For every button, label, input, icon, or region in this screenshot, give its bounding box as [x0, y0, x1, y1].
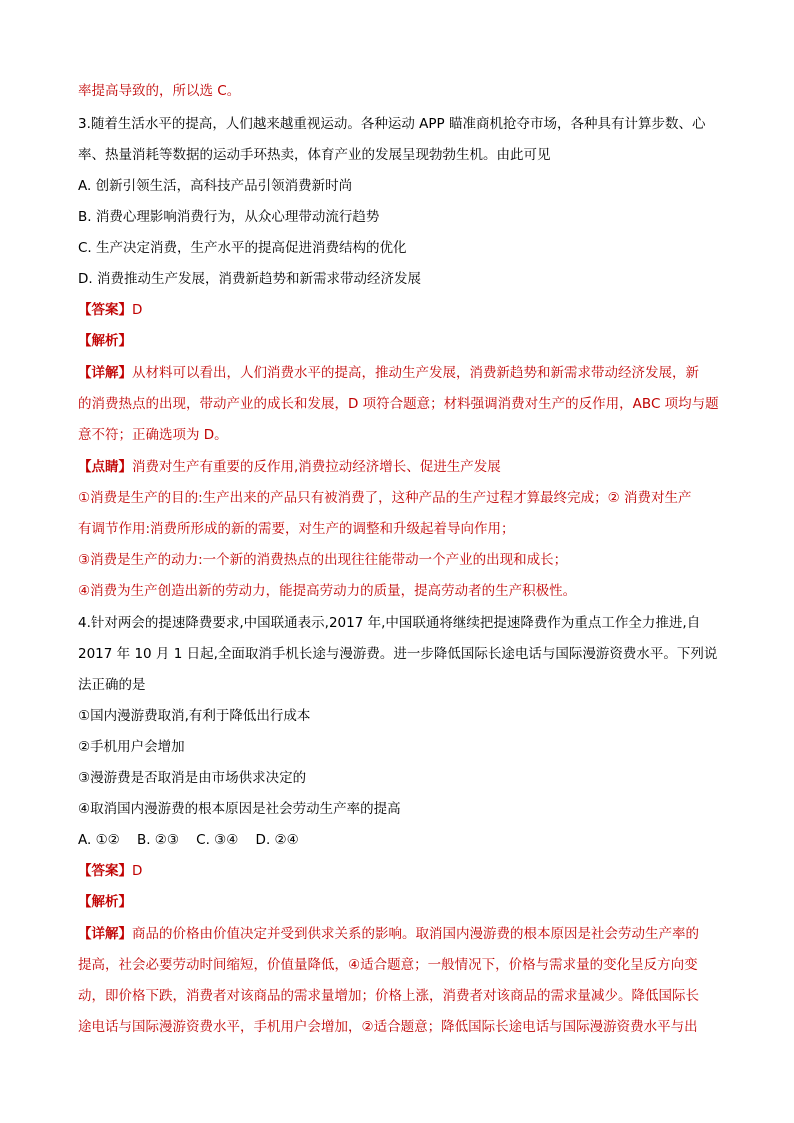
- q3-tip-line: 【点睛】消费对生产有重要的反作用,消费拉动经济增长、促进生产发展: [78, 459, 501, 475]
- q3-tip-point-1-line-2: 有调节作用:消费所形成的新的需要，对生产的调整和升级起着导向作用；: [78, 521, 515, 537]
- q4-choices: A. ①② B. ②③ C. ③④ D. ②④: [78, 832, 299, 848]
- q4-detail-line-1: 【详解】商品的价格由价值决定并受到供求关系的影响。取消国内漫游费的根本原因是社会劳动生产率的: [78, 926, 699, 942]
- q3-tip-tag: 【点睛】: [78, 459, 132, 475]
- q4-statement-1: ①国内漫游费取消,有利于降低出行成本: [78, 708, 311, 724]
- q3-detail-line-2: 的消费热点的出现，带动产业的成长和发展，D 项符合题意；材料强调消费对生产的反作用，ABC 项均与题: [78, 396, 719, 412]
- q4-answer-tag: 【答案】: [78, 863, 132, 879]
- q3-stem-line-2: 率、热量消耗等数据的运动手环热卖，体育产业的发展呈现勃勃生机。由此可见: [78, 147, 551, 163]
- q3-option-c: C. 生产决定消费，生产水平的提高促进消费结构的优化: [78, 240, 407, 256]
- q3-detail-line-1: 【详解】从材料可以看出，人们消费水平的提高，推动生产发展，消费新趋势和新需求带动经济发展，新: [78, 365, 699, 381]
- q3-answer-tag: 【答案】: [78, 302, 132, 318]
- q4-statement-2: ②手机用户会增加: [78, 739, 185, 755]
- q3-stem-line-1: 3.随着生活水平的提高，人们越来越重视运动。各种运动 APP 瞄准商机抢夺市场，各种具有计算步数、心: [78, 116, 706, 132]
- q4-answer: [78, 862, 728, 880]
- q3-detail-line-3: 意不符；正确选项为 D。: [78, 427, 228, 443]
- q4-statement-4: ④取消国内漫游费的根本原因是社会劳动生产率的提高: [78, 801, 401, 817]
- q4-answer-value: D: [132, 863, 143, 879]
- q4-detail-line-3: 动，即价格下跌，消费者对该商品的需求量增加；价格上涨，消费者对该商品的需求量减少。降低国际长: [78, 988, 699, 1004]
- q3-tip-point-4: ④消费为生产创造出新的劳动力，能提高劳动力的质量，提高劳动者的生产积极性。: [78, 583, 577, 599]
- q4-statement-3: ③漫游费是否取消是由市场供求决定的: [78, 770, 307, 786]
- q4-stem-line-3: 法正确的是: [78, 677, 146, 693]
- q3-option-b: B. 消费心理影响消费行为，从众心理带动流行趋势: [78, 209, 380, 225]
- prev-analysis-tail: 率提高导致的，所以选 C。: [78, 83, 241, 99]
- q3-tip-point-3: ③消费是生产的动力:一个新的消费热点的出现往往能带动一个产业的出现和成长；: [78, 552, 568, 568]
- q4-detail-tag: 【详解】: [78, 926, 132, 942]
- q3-option-d: D. 消费推动生产发展，消费新趋势和新需求带动经济发展: [78, 271, 421, 287]
- q4-stem-line-2: 2017 年 10 月 1 日起,全面取消手机长途与漫游费。进一步降低国际长途电话与国际漫游资费水平。下列说: [78, 646, 718, 662]
- q4-detail-line-4: 途电话与国际漫游资费水平，手机用户会增加，②适合题意；降低国际长途电话与国际漫游资费水平与出: [78, 1019, 698, 1035]
- q4-stem-line-1: 4.针对两会的提速降费要求,中国联通表示,2017 年,中国联通将继续把提速降费作为重点工作全力推进,自: [78, 615, 701, 631]
- q4-detail-line-2: 提高，社会必要劳动时间缩短，价值量降低，④适合题意；一般情况下，价格与需求量的变化呈反方向变: [78, 957, 698, 973]
- q3-detail-tag: 【详解】: [78, 365, 132, 381]
- q3-tip-point-1-line-1: ①消费是生产的目的:生产出来的产品只有被消费了，这种产品的生产过程才算最终完成；② 消费对生产: [78, 490, 692, 506]
- q3-analysis-tag: 【解析】: [78, 333, 132, 349]
- q3-option-a: A. 创新引领生活，高科技产品引领消费新时尚: [78, 178, 353, 194]
- q3-answer-value: D: [132, 302, 143, 318]
- q3-answer: [78, 301, 728, 319]
- q4-analysis-tag: 【解析】: [78, 894, 132, 910]
